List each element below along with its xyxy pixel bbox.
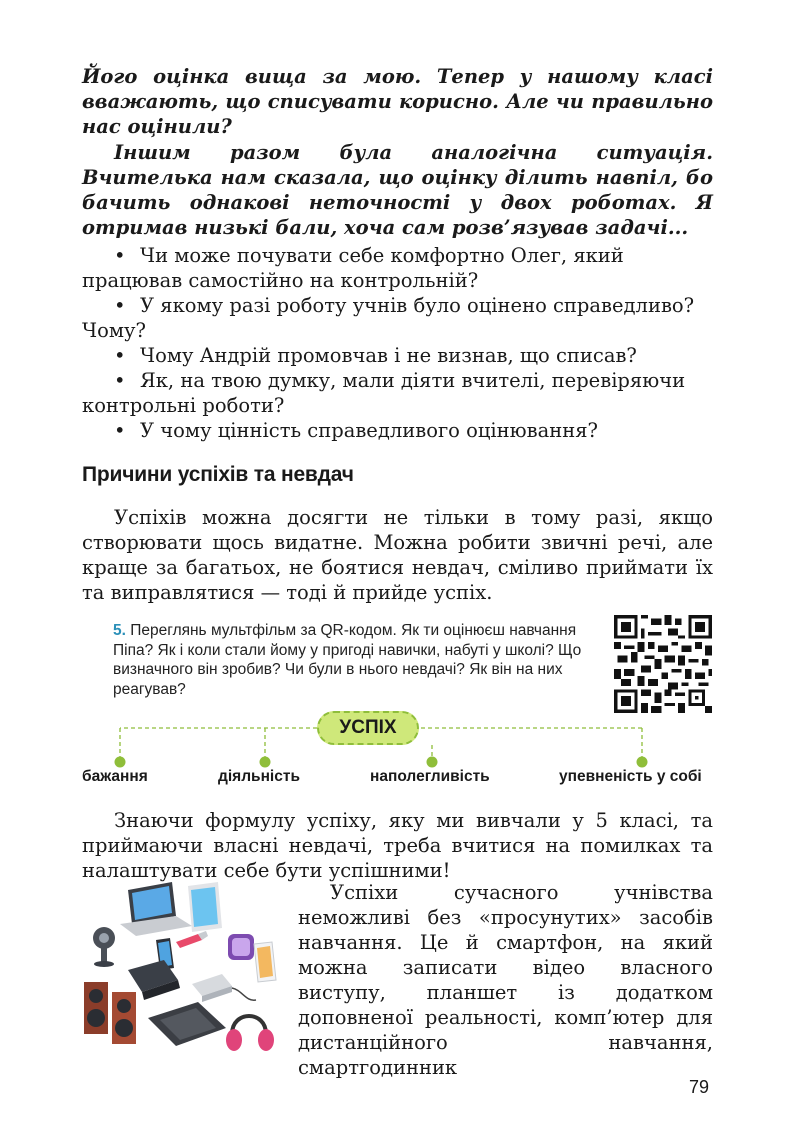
node-dot [637, 757, 648, 768]
diagram-label-desire: бажання [82, 768, 148, 785]
story-paragraph-1: Його оцінка вища за мою. Тепер у нашому класі вважають, що списувати корисно. Але чи правильно нас оцінили? [82, 65, 713, 138]
diagram-label-confidence: упевненість у собі [559, 768, 702, 785]
node-dot [427, 757, 438, 768]
success-pill: УСПІХ [317, 711, 419, 745]
diagram-label-activity: діяльність [218, 768, 300, 785]
power-bank-icon [192, 974, 256, 1002]
laptop-icon [120, 882, 192, 936]
list-item: • Як, на твою думку, мали діяти вчителі, перевіряючи контрольні роботи? [82, 369, 686, 417]
flash-drive-icon [176, 931, 208, 948]
story-paragraph-2: Іншим разом була аналогічна ситуація. Вчителька нам сказала, що оцінку ділить навпіл, бо бачить однакові неточності у двох роботах. Я отримав низькі бали, хоча сам розв’язував задачі... [82, 141, 713, 239]
page-number: 79 [689, 1077, 710, 1097]
diagram-label-persistence: наполегливість [370, 768, 490, 785]
smartphone-icon [254, 942, 276, 982]
question-list [82, 243, 713, 443]
task-number: 5. [113, 622, 126, 639]
devices-paragraph: Успіхи сучасного учнівства неможливі без «просунутих» засобів навчання. Це й смартфон, на який можна записати відео власного виступу, планшет із додатком доповненої реальності, комп’ютер для дистанційного навчання, смартгодинник [298, 881, 713, 1079]
smartwatch-icon [228, 934, 254, 960]
speaker-icon [84, 982, 136, 1044]
section-intro: Успіхів можна досягти не тільки в тому разі, якщо створювати щось видатне. Можна робити звичні речі, але краще за багатьох, не боятися невдач, сміливо приймати їх та виправлятися — тоді й прийде успіх. [82, 506, 713, 604]
webcam-icon [93, 927, 115, 967]
node-dot [260, 757, 271, 768]
task-block [113, 621, 598, 699]
tablet-icon [188, 882, 222, 932]
list-item: • Чи може почувати себе комфортно Олег, який працював самостійно на контрольній? [82, 244, 624, 292]
section-title: Причини успіхів та невдач [82, 463, 354, 486]
list-item: • У якому разі роботу учнів було оцінено справедливо? Чому? [82, 294, 695, 342]
graphics-tablet-icon [148, 1002, 226, 1046]
qr-code-icon[interactable] [614, 615, 712, 713]
task-text: Переглянь мультфільм за QR-кодом. Як ти оцінюєш навчання Піпа? Як і коли стали йому у пригоді навички, набуті у школі? Що визначного він зробив? Чи були в нього невдачі? Як він на них реагував? [113, 622, 582, 698]
headphones-icon [226, 1016, 274, 1051]
devices-illustration [80, 882, 285, 1067]
list-item: • У чому цінність справедливого оцінювання? [114, 419, 598, 442]
list-item: • Чому Андрій промовчав і не визнав, що списав? [114, 344, 637, 367]
node-dot [115, 757, 126, 768]
conclusion-paragraph: Знаючи формулу успіху, яку ми вивчали у 5 класі, та приймаючи власні невдачі, треба вчитися на помилках та налаштувати себе бути успішними! [82, 809, 713, 882]
